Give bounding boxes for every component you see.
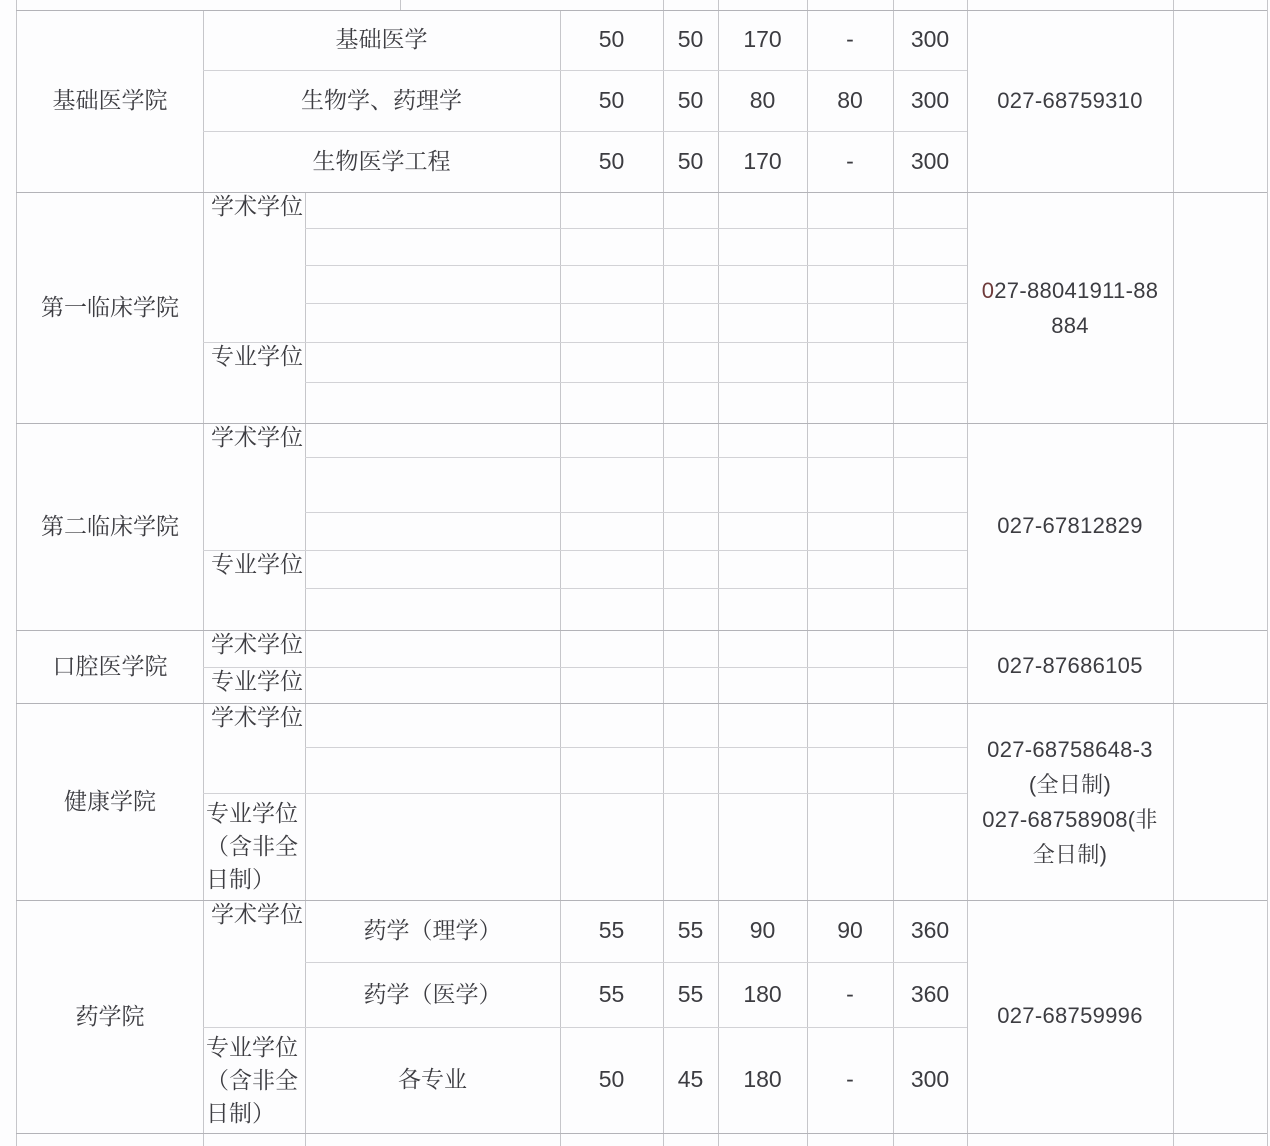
degree-line: 日制） (206, 866, 275, 892)
degree-line: 专业学位 (206, 1033, 298, 1060)
grid-line (203, 667, 967, 668)
score-cell: 50 (677, 147, 704, 174)
score-cell: 90 (837, 917, 863, 944)
phone-cell: 027-67812829 (997, 513, 1143, 539)
score-cell: 300 (910, 86, 950, 113)
phone-cell (967, 192, 1173, 423)
degree-cell: 学术学位 (211, 704, 303, 730)
score-cell: - (846, 147, 854, 174)
score-cell: 55 (598, 917, 625, 944)
degree-line: （含非全 (206, 1066, 298, 1093)
phone-line: 884 (1051, 312, 1089, 338)
score-cell: 300 (910, 1066, 950, 1093)
phone-line: 全日制) (1032, 841, 1108, 867)
grid-line (1267, 0, 1268, 1146)
phone-line: 027-68758908(非 (982, 806, 1158, 832)
score-cell: 50 (677, 26, 704, 53)
subject-cell: 生物医学工程 (312, 147, 451, 174)
score-cell: 180 (743, 980, 782, 1007)
phone-cell: 027-87686105 (997, 653, 1143, 679)
score-cell: 360 (910, 917, 950, 944)
score-cell: 170 (743, 26, 782, 53)
score-cell: 90 (749, 917, 776, 944)
score-cell: 170 (743, 147, 782, 174)
score-cell: 50 (598, 147, 625, 174)
score-cell: 50 (598, 86, 625, 113)
grid-line (1173, 0, 1174, 1146)
phone-line: 027-68758648-3 (987, 736, 1153, 762)
degree-line: 日制） (206, 1099, 275, 1126)
phone-cell: 027-68759996 (997, 1003, 1143, 1029)
score-cell: 50 (677, 86, 704, 113)
score-cell: 300 (910, 26, 950, 53)
score-cell: - (846, 26, 854, 53)
section-line (16, 1133, 1267, 1134)
degree-cell (203, 793, 308, 900)
score-cell: 50 (598, 26, 625, 53)
subject-cell: 药学（医学） (363, 980, 502, 1007)
score-cell: 180 (743, 1066, 782, 1093)
score-cell: 50 (598, 1066, 625, 1093)
grid-line (305, 747, 967, 748)
phone-line: 027-88041911-88 (981, 277, 1159, 303)
degree-cell: 学术学位 (211, 424, 303, 450)
score-cell: 55 (677, 917, 704, 944)
degree-cell: 专业学位 (211, 551, 303, 577)
phone-line: (全日制) (1028, 771, 1112, 797)
grid-line (305, 228, 967, 229)
degree-cell: 专业学位 (211, 668, 303, 694)
degree-cell (203, 1027, 308, 1133)
grid-line (203, 793, 967, 794)
grid-line (305, 588, 967, 589)
college-name: 第二临床学院 (41, 512, 179, 539)
degree-line: 专业学位 (206, 800, 298, 826)
college-name: 第一临床学院 (41, 293, 179, 320)
subject-cell: 药学（理学） (363, 917, 502, 944)
grid-line (203, 550, 967, 551)
score-cell: 360 (910, 980, 950, 1007)
score-cell: 55 (677, 980, 704, 1007)
degree-line: （含非全 (206, 833, 298, 859)
score-cell: 55 (598, 980, 625, 1007)
grid-line (400, 0, 401, 10)
score-cell: 80 (837, 86, 863, 113)
grid-line (305, 265, 967, 266)
degree-cell: 专业学位 (211, 343, 303, 369)
grid-line (305, 382, 967, 383)
phone-cell: 027-68759310 (997, 87, 1143, 113)
degree-cell: 学术学位 (211, 901, 303, 927)
subject-cell: 生物学、药理学 (301, 86, 462, 113)
grid-line (203, 342, 967, 343)
score-cell: - (846, 980, 854, 1007)
college-name: 基础医学院 (52, 87, 168, 114)
grid-line (305, 303, 967, 304)
subject-cell: 基础医学 (335, 26, 428, 53)
score-cell: - (846, 1066, 854, 1093)
grid-line (305, 512, 967, 513)
college-name: 健康学院 (64, 787, 156, 814)
degree-cell: 学术学位 (211, 631, 303, 657)
degree-cell: 学术学位 (211, 193, 303, 219)
score-cell: 300 (910, 147, 950, 174)
college-name: 药学院 (75, 1002, 145, 1029)
grid-line (305, 457, 967, 458)
score-cell: 45 (677, 1066, 704, 1093)
college-name: 口腔医学院 (52, 652, 168, 679)
subject-cell: 各专业 (398, 1066, 467, 1093)
phone-cell (967, 703, 1173, 900)
score-cell: 80 (749, 86, 776, 113)
